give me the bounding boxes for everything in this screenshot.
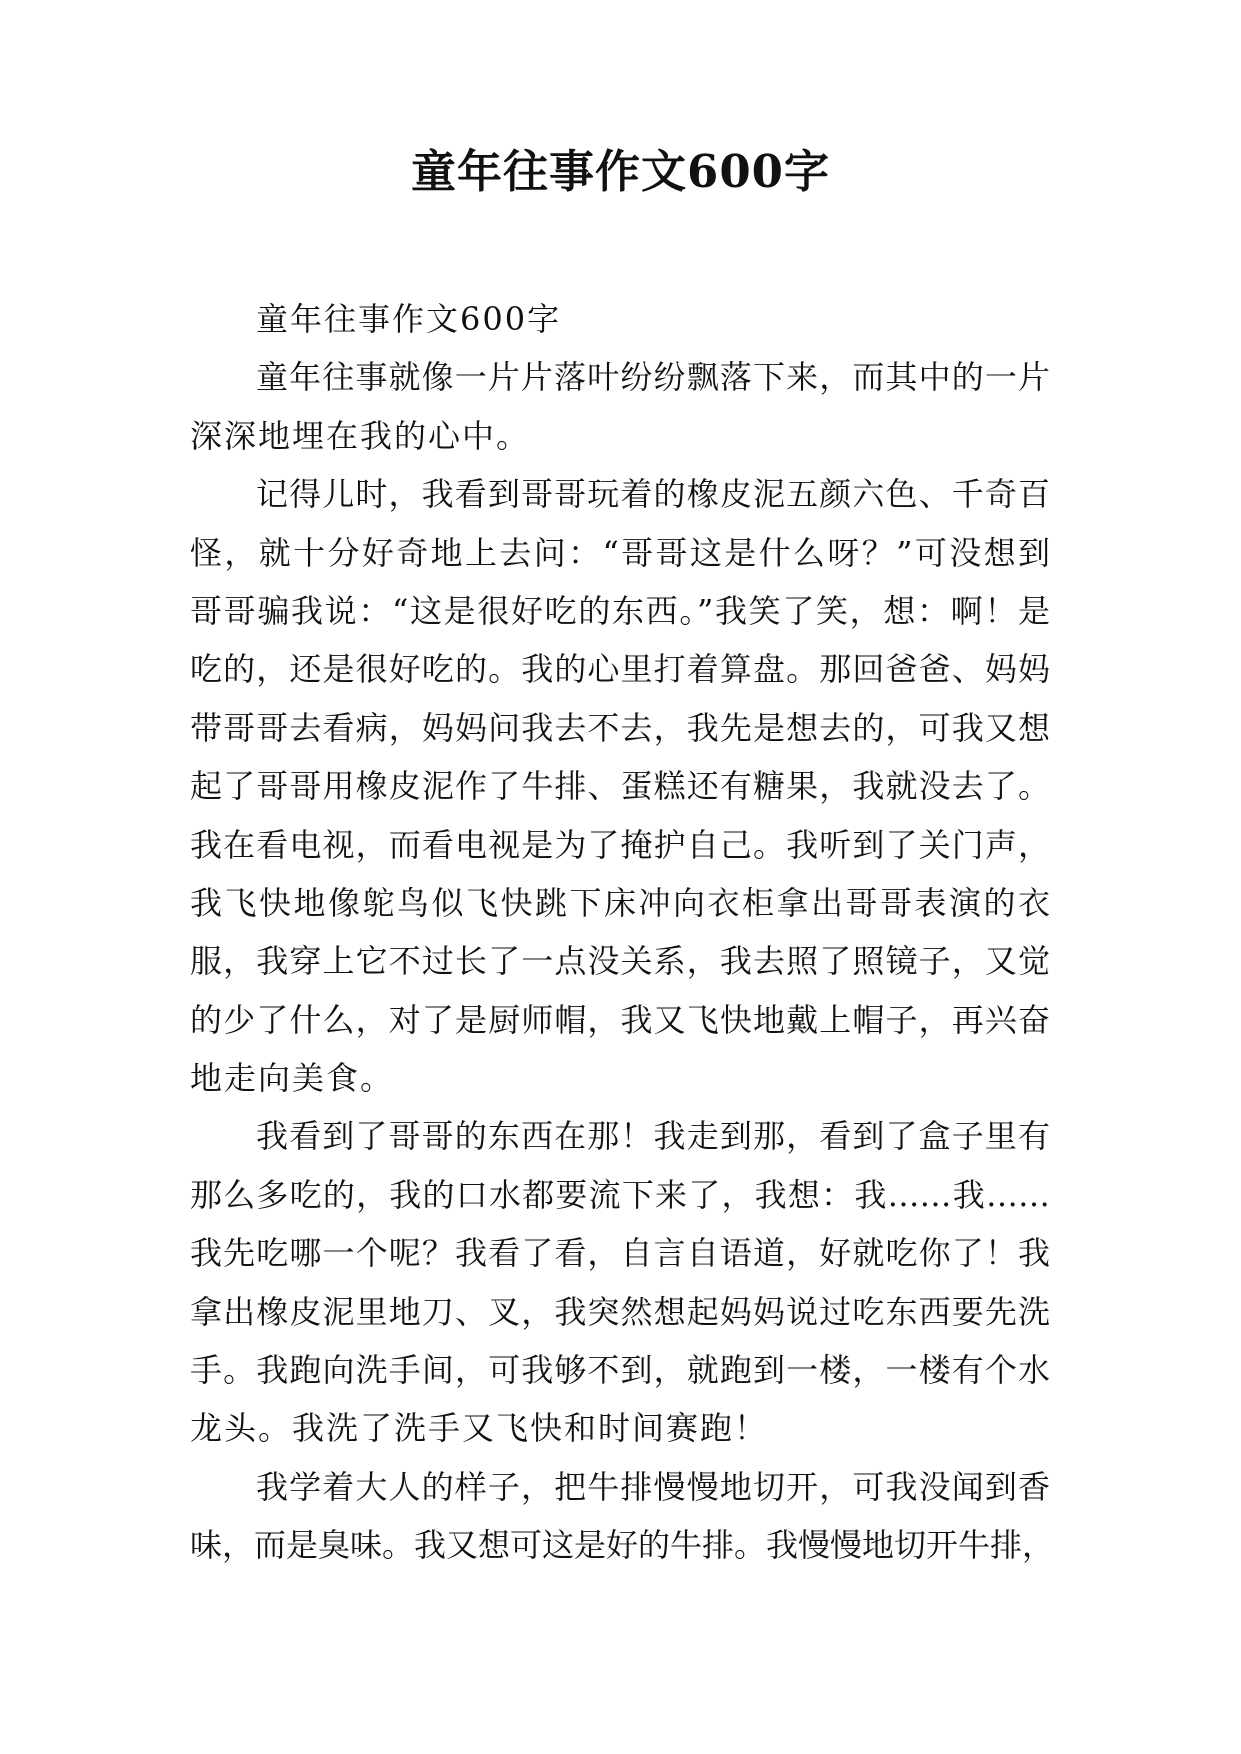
text-line: 龙头。我洗了洗手又飞快和时间赛跑！ <box>190 1409 769 1448</box>
text-line: 味，而是臭味。我又想可这是好的牛排。我慢慢地切开牛排， <box>190 1526 1055 1565</box>
text-line: 我看到了哥哥的东西在那！我走到那，看到了盒子里有 <box>256 1117 1050 1156</box>
text-line: 带哥哥去看病，妈妈问我去不去，我先是想去的，可我又想 <box>190 708 1050 747</box>
text-line: 地走向美食。 <box>190 1059 395 1098</box>
text-line: 手。我跑向洗手间，可我够不到，就跑到一楼，一楼有个水 <box>190 1351 1050 1390</box>
document-body <box>190 290 1055 1575</box>
text-line: 起了哥哥用橡皮泥作了牛排、蛋糕还有糖果，我就没去了。 <box>190 767 1050 806</box>
text-line: 哥哥骗我说：“这是很好吃的东西。”我笑了笑，想：啊！是 <box>190 591 1050 630</box>
subtitle-line: 童年往事作文600字 <box>256 300 562 338</box>
text-line: 深深地埋在我的心中。 <box>190 416 531 455</box>
text-line: 童年往事就像一片片落叶纷纷飘落下来，而其中的一片 <box>256 358 1050 397</box>
text-line: 我学着大人的样子，把牛排慢慢地切开，可我没闻到香 <box>256 1467 1050 1506</box>
text-line: 我飞快地像鸵鸟似飞快跳下床冲向衣柜拿出哥哥表演的衣 <box>190 883 1050 922</box>
text-line: 那么多吃的，我的口水都要流下来了，我想：我……我…… <box>190 1175 1050 1214</box>
text-line: 服，我穿上它不过长了一点没关系，我去照了照镜子，又觉 <box>190 942 1050 981</box>
text-line: 的少了什么，对了是厨师帽，我又飞快地戴上帽子，再兴奋 <box>190 1000 1050 1039</box>
text-line: 吃的，还是很好吃的。我的心里打着算盘。那回爸爸、妈妈 <box>190 650 1050 689</box>
text-line: 拿出橡皮泥里地刀、叉，我突然想起妈妈说过吃东西要先洗 <box>190 1292 1050 1331</box>
text-line: 我先吃哪一个呢？我看了看，自言自语道，好就吃你了！我 <box>190 1234 1050 1273</box>
text-line: 我在看电视，而看电视是为了掩护自己。我听到了关门声， <box>190 825 1050 864</box>
text-line: 记得儿时，我看到哥哥玩着的橡皮泥五颜六色、千奇百 <box>256 475 1050 514</box>
text-line: 怪，就十分好奇地上去问：“哥哥这是什么呀？”可没想到 <box>190 533 1050 572</box>
page-title: 童年往事作文600字 <box>411 145 830 198</box>
